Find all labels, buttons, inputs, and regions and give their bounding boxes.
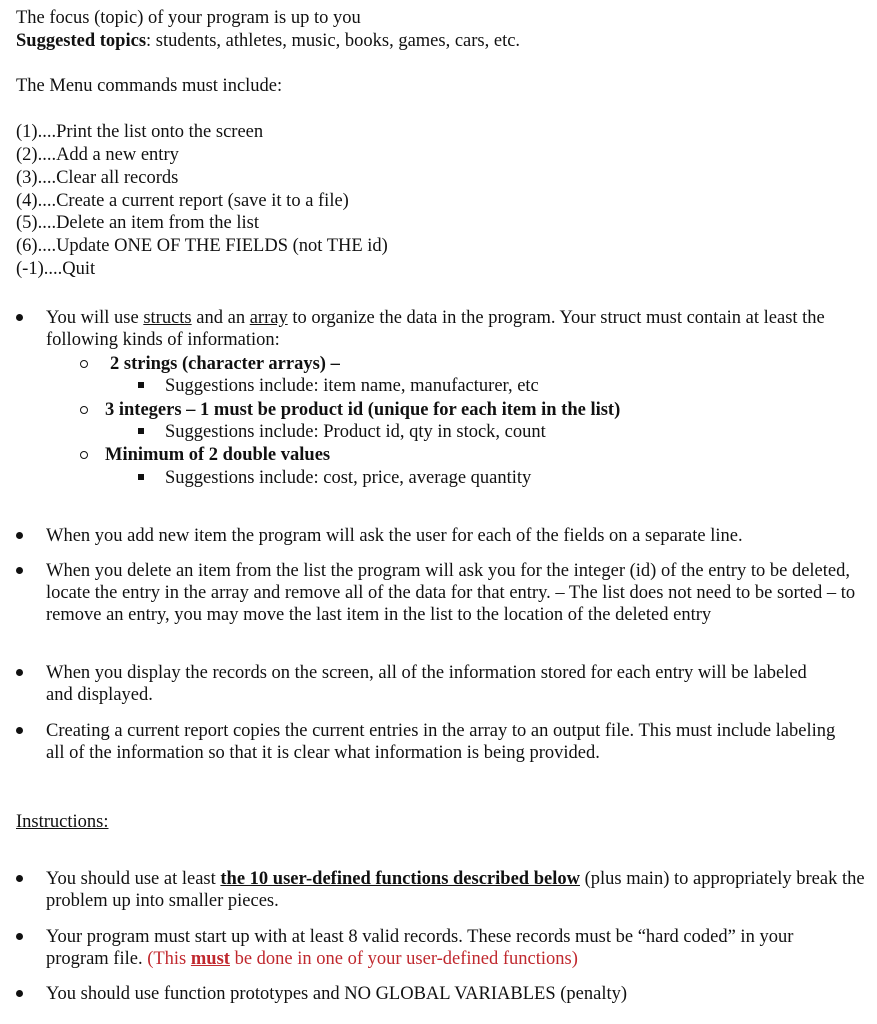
circle-bullet xyxy=(80,360,88,368)
square-bullet xyxy=(138,474,144,480)
menu-item: (2)....Add a new entry xyxy=(16,145,179,165)
bullet-dot xyxy=(16,567,23,574)
menu-item: (-1)....Quit xyxy=(16,259,96,279)
sub-item-title: 2 strings (character arrays) – xyxy=(110,354,340,374)
b2-red-bold: must xyxy=(190,949,230,969)
struct-mid: and an xyxy=(191,308,250,328)
array-word: array xyxy=(249,308,288,328)
instructions-bullet-prototypes: You should use function prototypes and NO GLOBAL VARIABLES (penalty) xyxy=(46,984,628,1004)
circle-bullet xyxy=(80,406,88,414)
sub-item-detail: Suggestions include: Product id, qty in stock, count xyxy=(165,422,546,442)
b2-pre: Your program must start up with at least 8 valid records. These records must be “hard coded” in your program file. xyxy=(46,927,794,969)
sub-item-title: Minimum of 2 double values xyxy=(105,445,331,465)
bullet-text: Creating a current report copies the current entries in the array to an output file. This must include labeling all of the information so that it is clear what information is being provided. xyxy=(46,721,836,763)
struct-bullet-text xyxy=(46,307,866,351)
menu-item: (1)....Print the list onto the screen xyxy=(16,122,264,142)
bullet-dot xyxy=(16,727,23,734)
b2-red-post: be done in one of your user-defined functions) xyxy=(229,949,578,969)
menu-heading: The Menu commands must include: xyxy=(16,76,283,96)
instructions-heading: Instructions: xyxy=(16,812,109,832)
focus-line: The focus (topic) of your program is up to you xyxy=(16,8,361,28)
menu-item: (4)....Create a current report (save it to a file) xyxy=(16,191,349,211)
sub-item-title: 3 integers – 1 must be product id (unique for each item in the list) xyxy=(105,400,621,420)
bullet-text: When you display the records on the screen, all of the information stored for each entry will be labeled and displayed. xyxy=(46,663,807,705)
b1-bold: the 10 user-defined functions described below xyxy=(220,869,580,889)
b2-red-note xyxy=(147,949,578,969)
b1-post: (plus main) to appropriately break the problem up into smaller pieces. xyxy=(46,869,865,911)
bullet-dot xyxy=(16,532,23,539)
instructions-bullet-records xyxy=(46,926,836,970)
bullet-text: When you add new item the program will ask the user for each of the fields on a separate line. xyxy=(46,526,743,546)
b2-red-pre: (This xyxy=(147,949,191,969)
structs-word: structs xyxy=(143,308,192,328)
square-bullet xyxy=(138,382,144,388)
bullet-dot xyxy=(16,990,23,997)
struct-pre: You will use xyxy=(46,308,144,328)
bullet-text: When you delete an item from the list the program will ask you for the integer (id) of the entry to be deleted, locate the entry in the array and remove all of the data for that entry. – The list does not need to be sorted – to remove an entry, you may move the last item in the list to the location of the deleted entry xyxy=(46,561,856,625)
circle-bullet xyxy=(80,451,88,459)
bullet-dot xyxy=(16,314,23,321)
sub-item-detail: Suggestions include: cost, price, average quantity xyxy=(165,468,532,488)
menu-item: (6)....Update ONE OF THE FIELDS (not THE id) xyxy=(16,236,388,256)
menu-item: (3)....Clear all records xyxy=(16,168,179,188)
bullet-dot xyxy=(16,875,23,882)
bullet-dot xyxy=(16,669,23,676)
sub-item-detail: Suggestions include: item name, manufacturer, etc xyxy=(165,376,539,396)
instructions-bullet-functions xyxy=(46,868,866,912)
suggested-topics-label: Suggested topics xyxy=(16,31,147,51)
suggested-topics-line xyxy=(16,30,520,52)
square-bullet xyxy=(138,428,144,434)
suggested-topics-text: : students, athletes, music, books, games, cars, etc. xyxy=(146,31,521,51)
menu-item: (5)....Delete an item from the list xyxy=(16,213,259,233)
struct-post: to organize the data in the program. Your struct must contain at least the following kinds of information: xyxy=(46,308,825,350)
b1-pre: You should use at least xyxy=(46,869,221,889)
bullet-dot xyxy=(16,933,23,940)
